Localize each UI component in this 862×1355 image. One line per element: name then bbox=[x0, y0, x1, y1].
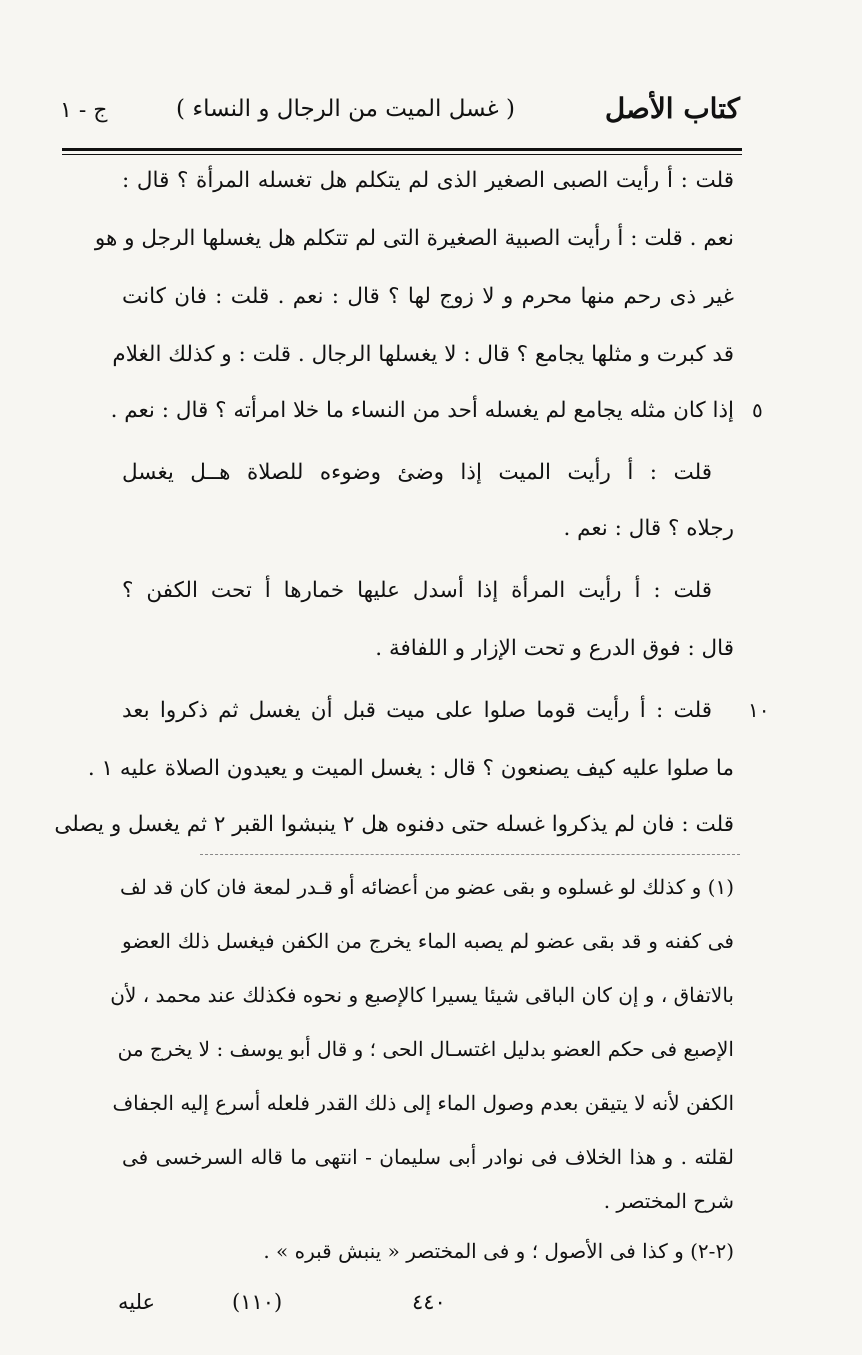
footnote-line: (١) و كذلك لو غسلوه و بقى عضو من أعضائه أو قـدر لمعة فان كان قد لف bbox=[120, 875, 734, 899]
running-header bbox=[60, 92, 740, 132]
footnote-line: الإصبع فى حكم العضو بدليل اغتسـال الحى ؛ و قال أبو يوسف : لا يخرج من bbox=[117, 1037, 734, 1061]
body-line: قال : فوق الدرع و تحت الإزار و اللفافة . bbox=[375, 636, 734, 661]
body-line: غير ذى رحم منها محرم و لا زوج لها ؟ قال : نعم . قلت : فان كانت bbox=[122, 284, 734, 309]
footnote-line: فى كفنه و قد بقى عضو لم يصبه الماء يخرج من الكفن فيغسل ذلك العضو bbox=[122, 929, 734, 953]
body-line: قلت : فان لم يذكروا غسله حتى دفنوه هل ٢ ينبشوا القبر ٢ ثم يغسل و يصلى bbox=[54, 812, 734, 837]
chapter-title: ( غسل الميت من الرجال و النساء ) bbox=[176, 96, 515, 122]
footnote-line: (٢-٢) و كذا فى الأصول ؛ و فى المختصر « ينبش قبره » . bbox=[263, 1239, 734, 1263]
body-line: ما صلوا عليه كيف يصنعون ؟ قال : يغسل الميت و يعيدون الصلاة عليه ١ . bbox=[87, 756, 734, 781]
body-line: قلت : أ رأيت الميت إذا وضئ وضوءه للصلاة هــل يغسل bbox=[122, 460, 712, 485]
volume-number: ج - ١ bbox=[60, 98, 108, 123]
body-line: نعم . قلت : أ رأيت الصبية الصغيرة التى لم تتكلم هل يغسلها الرجل و هو bbox=[94, 226, 734, 251]
footnote-line: الكفن لأنه لا يتيقن بعدم وصول الماء إلى ذلك القدر فلعله أسرع إليه الجفاف bbox=[112, 1091, 734, 1115]
footnote-line: شرح المختصر . bbox=[603, 1189, 734, 1213]
footnote-line: لقلته . و هذا الخلاف فى نوادر أبى سليمان - انتهى ما قاله السرخسى فى bbox=[122, 1145, 734, 1169]
line-number-5: ٥ bbox=[752, 398, 763, 422]
body-line: قلت : أ رأيت الصبى الصغير الذى لم يتكلم هل تغسله المرأة ؟ قال : bbox=[122, 168, 734, 193]
header-rule-thin bbox=[62, 154, 742, 155]
header-rule-thick bbox=[62, 148, 742, 151]
book-title: كتاب الأصل bbox=[604, 92, 740, 125]
footnote-separator bbox=[200, 854, 740, 855]
body-line: قلت : أ رأيت قوما صلوا على ميت قبل أن يغسل ثم ذكروا بعد bbox=[122, 698, 712, 723]
body-line: إذا كان مثله يجامع لم يغسله أحد من النساء ما خلا امرأته ؟ قال : نعم . bbox=[110, 398, 734, 423]
body-line: قلت : أ رأيت المرأة إذا أسدل عليها خمارها أ تحت الكفن ؟ bbox=[122, 578, 712, 603]
original-page-number: (١١٠) bbox=[232, 1290, 283, 1314]
body-line: رجلاه ؟ قال : نعم . bbox=[563, 516, 734, 541]
line-number-10: ١٠ bbox=[748, 698, 770, 722]
page-number: ٤٤٠ bbox=[412, 1290, 446, 1314]
catchword: عليه bbox=[118, 1290, 156, 1314]
footnote-line: بالاتفاق ، و إن كان الباقى شيئا يسيرا كالإصبع و نحوه فكذلك عند محمد ، لأن bbox=[110, 983, 734, 1007]
body-line: قد كبرت و مثلها يجامع ؟ قال : لا يغسلها الرجال . قلت : و كذلك الغلام bbox=[112, 342, 734, 367]
